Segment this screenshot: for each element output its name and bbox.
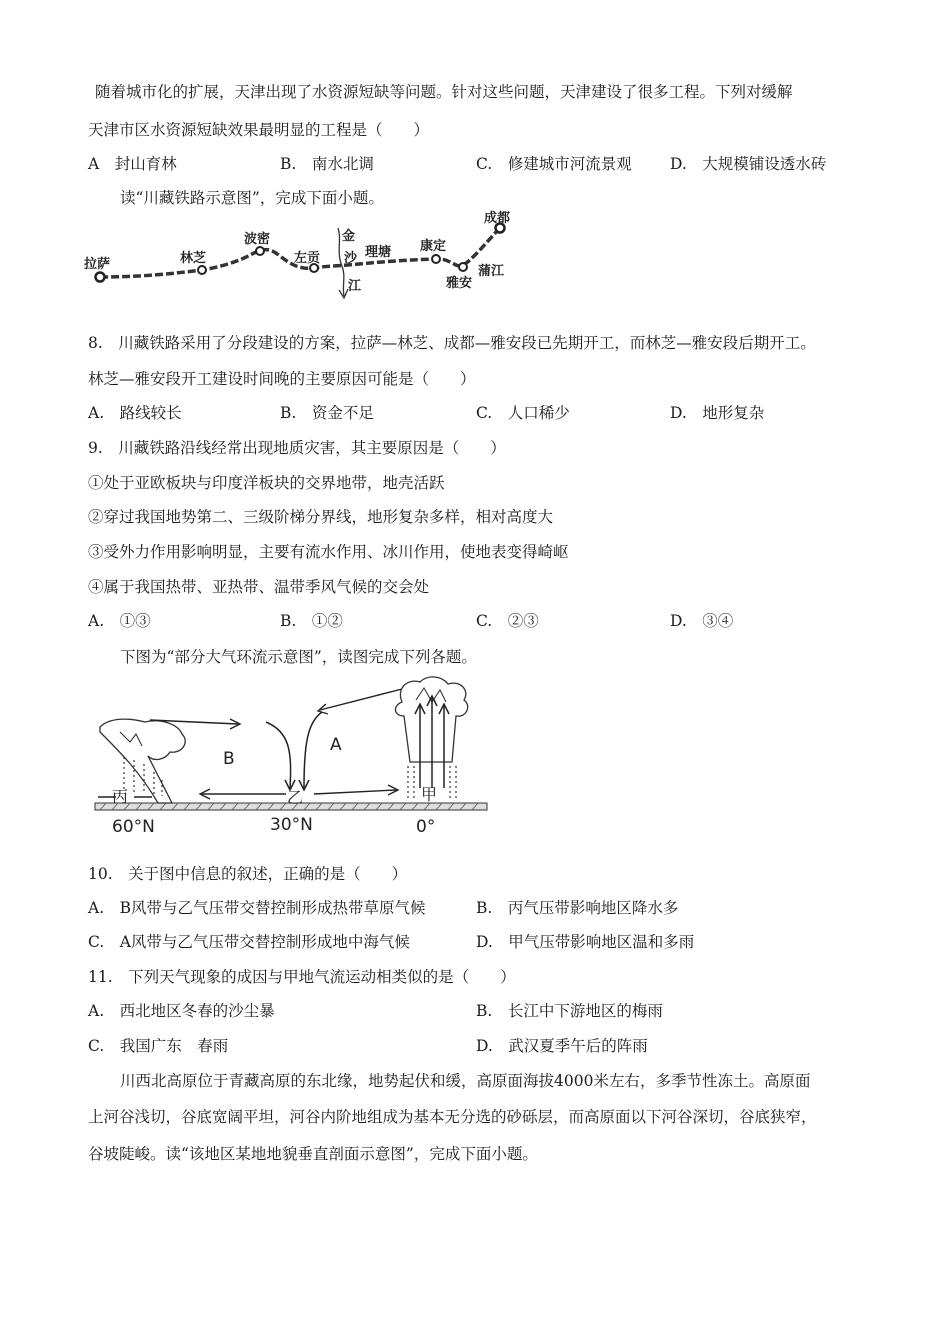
passage-line2: 上河谷浅切，谷底宽阔平坦，河谷内阶地组成为基本无分选的砂砾层，而高原面以下河谷深切，谷底狭窄， [88, 1108, 817, 1126]
q10-option-d: D. 甲气压带影响地区温和多雨 [476, 933, 695, 951]
q11-stem: 11. 下列天气现象的成因与甲地气流运动相类似的是（ ） [88, 968, 516, 986]
station-label-pujiang: 蒲江 [478, 264, 505, 279]
q11-option-a: A. 西北地区冬春的沙尘暴 [88, 1002, 275, 1020]
q7-option-d: D. 大规模铺设透水砖 [670, 155, 827, 173]
q8-stem-line2: 林芝—雅安段开工建设时间晚的主要原因可能是（ ） [88, 370, 476, 388]
circulation-diagram [90, 672, 490, 842]
railway-map [80, 210, 520, 305]
station-linzhi-marker [198, 266, 206, 274]
descend-arrow-left [266, 722, 291, 788]
q9-item-4: ④属于我国热带、亚热带、温带季风气候的交会处 [88, 578, 430, 596]
q7-stem-line1: 随着城市化的扩展，天津出现了水资源短缺等问题。针对这些问题，天津建设了很多工程。下列对缓解 [95, 83, 793, 101]
descend-arrow-right [304, 712, 322, 788]
q9-stem: 9. 川藏铁路沿线经常出现地质灾害，其主要原因是（ ） [88, 439, 506, 457]
station-kangding-marker [432, 255, 440, 263]
lat-60n: 60°N [112, 817, 155, 837]
q9-item-3: ③受外力作用影响明显，主要有流水作用、冰川作用，使地表变得崎岖 [88, 543, 569, 561]
q9-option-a: A. ①③ [88, 612, 151, 630]
q10-option-b: B. 丙气压带影响地区降水多 [476, 899, 679, 917]
station-label-kangding: 康定 [420, 239, 447, 254]
station-label-chengdu: 成都 [484, 211, 511, 226]
lat-0: 0° [416, 817, 436, 837]
station-label-zuogong: 左贡 [294, 251, 321, 266]
passage-line3: 谷坡陡峻。读“该地区某地地貌垂直剖面示意图”，完成下面小题。 [88, 1145, 538, 1163]
station-label-linzhi: 林芝 [180, 251, 207, 266]
q9-option-b: B. ①② [280, 612, 343, 630]
label-b: B [223, 749, 235, 769]
passage-line1: 川西北高原位于青藏高原的东北缘，地势起伏和缓，高原面海拔4000米左右，多季节性冻土。高原面 [120, 1072, 811, 1090]
q8-option-b: B. 资金不足 [280, 404, 374, 422]
lat-30n: 30°N [270, 815, 313, 835]
q11-option-d: D. 武汉夏季午后的阵雨 [476, 1037, 648, 1055]
label-yi: 乙 [287, 788, 304, 807]
q7-option-c: C. 修建城市河流景观 [476, 155, 632, 173]
q9-option-d: D. ③④ [670, 612, 734, 630]
q11-option-b: B. 长江中下游地区的梅雨 [476, 1002, 663, 1020]
station-lhasa-marker [96, 273, 105, 282]
q10-stem: 10. 关于图中信息的叙述，正确的是（ ） [88, 865, 408, 883]
q8-option-c: C. 人口稀少 [476, 404, 570, 422]
q9-option-c: C. ②③ [476, 612, 539, 630]
q9-item-2: ②穿过我国地势第二、三级阶梯分界线，地形复杂多样，相对高度大 [88, 508, 554, 526]
q9-item-1: ①处于亚欧板块与印度洋板块的交界地带，地壳活跃 [88, 474, 445, 492]
q8-option-d: D. 地形复杂 [670, 404, 765, 422]
label-jia: 甲 [421, 785, 438, 804]
intro-railway: 读“川藏铁路示意图”，完成下面小题。 [120, 189, 384, 207]
q8-stem-line1: 8. 川藏铁路采用了分段建设的方案，拉萨—林芝、成都—雅安段已先期开工，而林芝—雅安段后期开工。 [88, 334, 816, 352]
station-label-litang: 理塘 [365, 245, 392, 260]
station-yaan-marker [459, 263, 467, 271]
label-bing: 丙 [112, 787, 129, 806]
station-label-yaan: 雅安 [446, 276, 473, 291]
station-bomi-marker [256, 247, 264, 255]
station-label-lhasa: 拉萨 [84, 257, 111, 272]
q11-option-c: C. 我国广东 春雨 [88, 1037, 229, 1055]
station-label-bomi: 波密 [244, 232, 271, 247]
q7-option-b: B. 南水北调 [280, 155, 374, 173]
q8-option-a: A. 路线较长 [88, 404, 182, 422]
q7-stem-line2: 天津市区水资源短缺效果最明显的工程是（ ） [88, 121, 430, 139]
q10-option-a: A. B风带与乙气压带交替控制形成热带草原气候 [88, 899, 426, 917]
q7-option-a: A 封山育林 [88, 155, 177, 173]
intro-circulation: 下图为“部分大气环流示意图”，读图完成下列各题。 [120, 648, 477, 666]
label-a: A [330, 735, 342, 755]
q10-option-c: C. A风带与乙气压带交替控制形成地中海气候 [88, 933, 410, 951]
river-label-sha: 沙 [344, 251, 358, 266]
river-label-jin: 金 [342, 229, 356, 244]
river-label-jiang: 江 [348, 279, 362, 294]
